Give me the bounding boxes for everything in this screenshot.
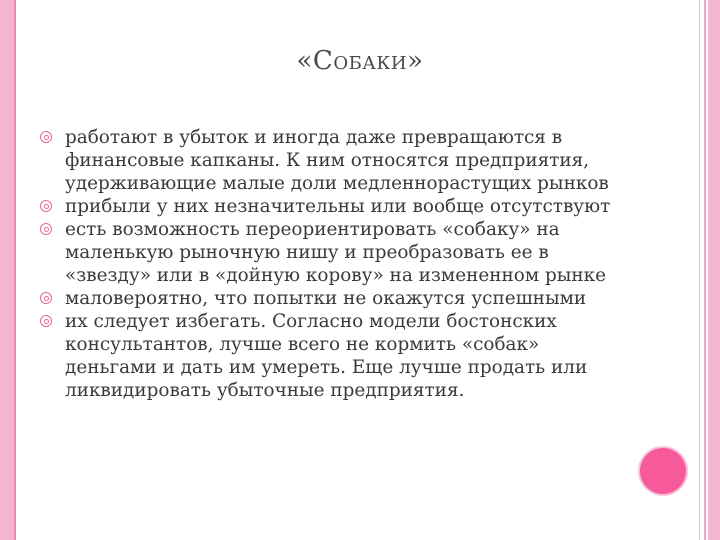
title-open-quote: «: [296, 46, 313, 76]
list-item: [40, 126, 630, 195]
circle-bullet-icon: [40, 200, 52, 212]
pink-circle-icon: [640, 448, 686, 494]
right-border-decoration: [708, 0, 720, 540]
left-border-decoration: [0, 0, 14, 540]
list-item: [40, 218, 630, 287]
circle-bullet-icon: [40, 292, 52, 304]
circle-bullet-icon: [40, 223, 52, 235]
circle-bullet-icon: [40, 131, 52, 143]
slide-title: [0, 46, 720, 76]
bullet-text: маловероятно, что попытки не окажутся успешными: [65, 288, 587, 309]
bullet-text: работают в убыток и иногда даже превращаются в финансовые капканы. К ним относятся предприятия, удерживающие малые доли медленнорастущих рынков: [65, 127, 609, 194]
title-close-quote: »: [407, 46, 424, 76]
bullet-text: прибыли у них незначительны или вообще отсутствуют: [65, 196, 611, 217]
bullet-text: есть возможность переориентировать «собаку» на маленькую рыночную нишу и преобразовать ее в «звезду» или в «дойную корову» на измененном рынке: [65, 219, 607, 286]
title-word: Собаки: [312, 46, 408, 76]
bullet-text: их следует избегать. Согласно модели бостонских консультантов, лучше всего не кормить «собак» деньгами и дать им умереть. Еще лучше продать или ликвидировать убыточные предприятия.: [65, 311, 588, 401]
bullet-list: [40, 126, 630, 402]
list-item: [40, 195, 630, 218]
list-item: [40, 310, 630, 402]
circle-bullet-icon: [40, 315, 52, 327]
list-item: [40, 287, 630, 310]
